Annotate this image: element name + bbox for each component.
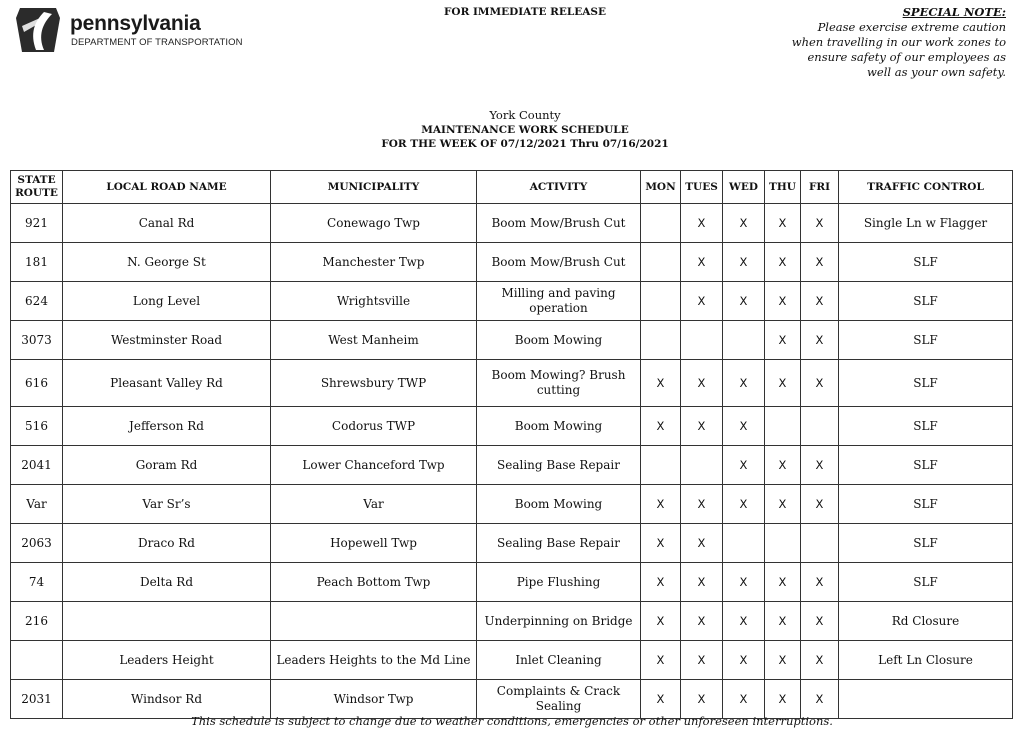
- cell-state-route: 616: [11, 360, 63, 407]
- cell-road-name: N. George St: [63, 243, 271, 282]
- special-note-line: Please exercise extreme caution: [817, 20, 1006, 34]
- cell-activity: Boom Mow/Brush Cut: [477, 243, 641, 282]
- cell-activity: Boom Mowing: [477, 321, 641, 360]
- cell-municipality: Conewago Twp: [271, 204, 477, 243]
- header-local-road-name: LOCAL ROAD NAME: [63, 171, 271, 204]
- cell-fri: X: [801, 243, 839, 282]
- cell-wed: X: [723, 282, 765, 321]
- table-row: [11, 282, 1013, 321]
- cell-wed: [723, 524, 765, 563]
- cell-mon: X: [641, 641, 681, 680]
- cell-municipality: Lower Chanceford Twp: [271, 446, 477, 485]
- cell-wed: X: [723, 641, 765, 680]
- cell-wed: X: [723, 446, 765, 485]
- cell-road-name: Leaders Height: [63, 641, 271, 680]
- cell-thu: X: [765, 602, 801, 641]
- special-note-title: SPECIAL NOTE:: [902, 5, 1006, 19]
- cell-mon: [641, 243, 681, 282]
- cell-state-route: 181: [11, 243, 63, 282]
- keystone-road-icon: [14, 6, 62, 54]
- cell-wed: X: [723, 407, 765, 446]
- cell-wed: X: [723, 680, 765, 719]
- cell-municipality: West Manheim: [271, 321, 477, 360]
- cell-activity: Boom Mow/Brush Cut: [477, 204, 641, 243]
- cell-traffic-control: SLF: [839, 563, 1013, 602]
- cell-traffic-control: [839, 680, 1013, 719]
- cell-traffic-control: SLF: [839, 407, 1013, 446]
- cell-mon: X: [641, 563, 681, 602]
- cell-traffic-control: Rd Closure: [839, 602, 1013, 641]
- cell-fri: X: [801, 602, 839, 641]
- cell-traffic-control: Single Ln w Flagger: [839, 204, 1013, 243]
- header-mon: MON: [641, 171, 681, 204]
- cell-road-name: Goram Rd: [63, 446, 271, 485]
- cell-state-route: 516: [11, 407, 63, 446]
- cell-state-route: [11, 641, 63, 680]
- cell-road-name: Var Sr’s: [63, 485, 271, 524]
- cell-activity: Boom Mowing: [477, 485, 641, 524]
- cell-fri: X: [801, 282, 839, 321]
- table-row: [11, 407, 1013, 446]
- header-tues: TUES: [681, 171, 723, 204]
- special-note-line: well as your own safety.: [867, 65, 1006, 79]
- table-row: [11, 563, 1013, 602]
- cell-activity: Boom Mowing? Brush cutting: [477, 360, 641, 407]
- cell-road-name: Westminster Road: [63, 321, 271, 360]
- cell-wed: X: [723, 602, 765, 641]
- header-wed: WED: [723, 171, 765, 204]
- cell-thu: X: [765, 641, 801, 680]
- cell-tue: X: [681, 282, 723, 321]
- schedule-title: MAINTENANCE WORK SCHEDULE: [421, 123, 629, 136]
- cell-municipality: Peach Bottom Twp: [271, 563, 477, 602]
- header-thu: THU: [765, 171, 801, 204]
- cell-state-route: Var: [11, 485, 63, 524]
- cell-thu: X: [765, 680, 801, 719]
- cell-wed: X: [723, 360, 765, 407]
- cell-state-route: 2031: [11, 680, 63, 719]
- cell-thu: [765, 407, 801, 446]
- cell-municipality: Hopewell Twp: [271, 524, 477, 563]
- cell-mon: [641, 204, 681, 243]
- cell-traffic-control: SLF: [839, 360, 1013, 407]
- logo-department: DEPARTMENT OF TRANSPORTATION: [71, 37, 243, 48]
- cell-thu: X: [765, 563, 801, 602]
- table-row: [11, 602, 1013, 641]
- cell-tue: X: [681, 243, 723, 282]
- cell-wed: X: [723, 485, 765, 524]
- cell-thu: X: [765, 243, 801, 282]
- cell-mon: [641, 446, 681, 485]
- cell-tue: [681, 321, 723, 360]
- special-note-line: ensure safety of our employees as: [807, 50, 1006, 64]
- cell-road-name: Canal Rd: [63, 204, 271, 243]
- cell-tue: X: [681, 204, 723, 243]
- cell-fri: X: [801, 641, 839, 680]
- cell-activity: Sealing Base Repair: [477, 524, 641, 563]
- table-row: [11, 243, 1013, 282]
- cell-activity: Sealing Base Repair: [477, 446, 641, 485]
- cell-road-name: Delta Rd: [63, 563, 271, 602]
- cell-road-name: Jefferson Rd: [63, 407, 271, 446]
- table-header-row: [11, 171, 1013, 204]
- logo-name: pennsylvania: [70, 12, 201, 35]
- cell-tue: X: [681, 680, 723, 719]
- header-municipality: MUNICIPALITY: [271, 171, 477, 204]
- cell-state-route: 74: [11, 563, 63, 602]
- cell-fri: X: [801, 563, 839, 602]
- cell-fri: X: [801, 360, 839, 407]
- cell-mon: X: [641, 360, 681, 407]
- table-row: [11, 446, 1013, 485]
- cell-tue: X: [681, 641, 723, 680]
- table-row: [11, 360, 1013, 407]
- table-row: [11, 641, 1013, 680]
- cell-fri: X: [801, 485, 839, 524]
- cell-thu: X: [765, 360, 801, 407]
- cell-road-name: [63, 602, 271, 641]
- cell-fri: X: [801, 321, 839, 360]
- cell-thu: [765, 524, 801, 563]
- cell-fri: [801, 407, 839, 446]
- cell-traffic-control: SLF: [839, 282, 1013, 321]
- special-note: [766, 5, 1006, 80]
- cell-thu: X: [765, 485, 801, 524]
- table-row: [11, 204, 1013, 243]
- cell-wed: X: [723, 243, 765, 282]
- cell-mon: X: [641, 485, 681, 524]
- cell-fri: [801, 524, 839, 563]
- penndot-logo: [14, 6, 254, 56]
- table-body: [11, 204, 1013, 719]
- week-range: FOR THE WEEK OF 07/12/2021 Thru 07/16/2021: [381, 138, 669, 150]
- cell-municipality: Var: [271, 485, 477, 524]
- cell-mon: X: [641, 680, 681, 719]
- cell-traffic-control: SLF: [839, 321, 1013, 360]
- cell-road-name: Windsor Rd: [63, 680, 271, 719]
- header-traffic-control: TRAFFIC CONTROL: [839, 171, 1013, 204]
- cell-tue: X: [681, 602, 723, 641]
- cell-state-route: 921: [11, 204, 63, 243]
- cell-municipality: Wrightsville: [271, 282, 477, 321]
- cell-road-name: Draco Rd: [63, 524, 271, 563]
- cell-mon: [641, 321, 681, 360]
- cell-wed: X: [723, 563, 765, 602]
- release-label: FOR IMMEDIATE RELEASE: [443, 6, 607, 18]
- cell-traffic-control: SLF: [839, 446, 1013, 485]
- cell-traffic-control: SLF: [839, 485, 1013, 524]
- table-row: [11, 485, 1013, 524]
- cell-tue: X: [681, 360, 723, 407]
- cell-state-route: 2041: [11, 446, 63, 485]
- cell-wed: X: [723, 204, 765, 243]
- table-row: [11, 680, 1013, 719]
- cell-traffic-control: SLF: [839, 524, 1013, 563]
- cell-wed: [723, 321, 765, 360]
- cell-activity: Complaints & Crack Sealing: [477, 680, 641, 719]
- cell-tue: [681, 446, 723, 485]
- cell-tue: X: [681, 485, 723, 524]
- cell-mon: X: [641, 524, 681, 563]
- header-activity: ACTIVITY: [477, 171, 641, 204]
- cell-state-route: 624: [11, 282, 63, 321]
- cell-tue: X: [681, 524, 723, 563]
- cell-fri: X: [801, 204, 839, 243]
- table-row: [11, 524, 1013, 563]
- cell-fri: X: [801, 446, 839, 485]
- schedule-heading: [300, 108, 750, 152]
- cell-municipality: Windsor Twp: [271, 680, 477, 719]
- header-state-route: STATE ROUTE: [11, 171, 63, 204]
- schedule-table: [10, 170, 1013, 719]
- cell-traffic-control: Left Ln Closure: [839, 641, 1013, 680]
- cell-fri: X: [801, 680, 839, 719]
- cell-thu: X: [765, 204, 801, 243]
- cell-activity: Boom Mowing: [477, 407, 641, 446]
- cell-state-route: 3073: [11, 321, 63, 360]
- footer-disclaimer: This schedule is subject to change due to weather conditions, emergencies or other unforeseen interruptions.: [191, 714, 833, 728]
- county-name: York County: [489, 108, 561, 122]
- cell-municipality: Shrewsbury TWP: [271, 360, 477, 407]
- cell-road-name: Pleasant Valley Rd: [63, 360, 271, 407]
- cell-municipality: Codorus TWP: [271, 407, 477, 446]
- cell-state-route: 216: [11, 602, 63, 641]
- cell-thu: X: [765, 446, 801, 485]
- cell-activity: Pipe Flushing: [477, 563, 641, 602]
- cell-road-name: Long Level: [63, 282, 271, 321]
- cell-thu: X: [765, 321, 801, 360]
- cell-activity: Inlet Cleaning: [477, 641, 641, 680]
- cell-mon: X: [641, 407, 681, 446]
- cell-tue: X: [681, 407, 723, 446]
- cell-traffic-control: SLF: [839, 243, 1013, 282]
- header-fri: FRI: [801, 171, 839, 204]
- cell-activity: Underpinning on Bridge: [477, 602, 641, 641]
- cell-activity: Milling and paving operation: [477, 282, 641, 321]
- cell-municipality: [271, 602, 477, 641]
- cell-tue: X: [681, 563, 723, 602]
- cell-municipality: Leaders Heights to the Md Line: [271, 641, 477, 680]
- special-note-line: when travelling in our work zones to: [791, 35, 1006, 49]
- cell-municipality: Manchester Twp: [271, 243, 477, 282]
- cell-thu: X: [765, 282, 801, 321]
- table-row: [11, 321, 1013, 360]
- cell-mon: [641, 282, 681, 321]
- cell-state-route: 2063: [11, 524, 63, 563]
- cell-mon: X: [641, 602, 681, 641]
